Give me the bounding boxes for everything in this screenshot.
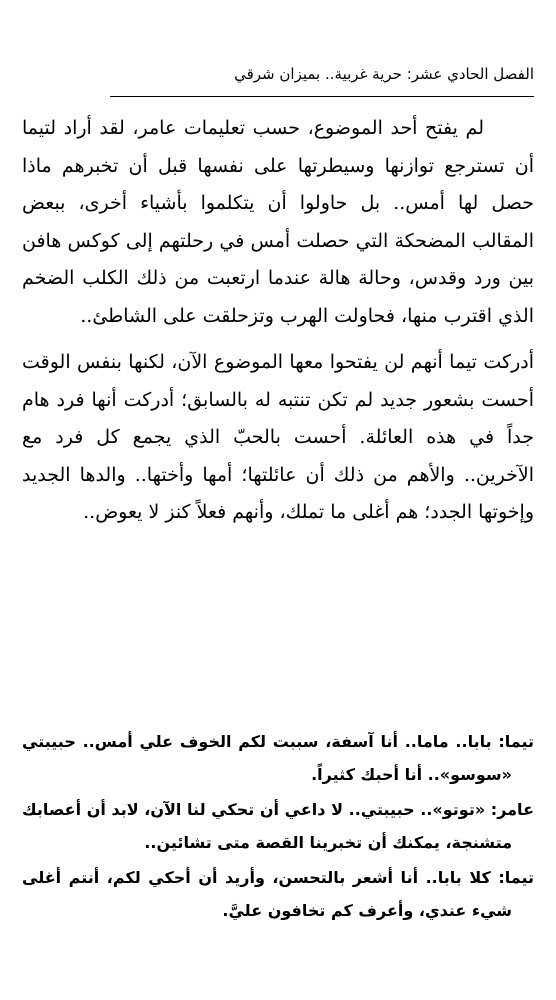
paragraph-1: لم يفتح أحد الموضوع، حسب تعليمات عامر، لقد أراد لتيما أن تسترجع توازنها وسيطرتها على نفسها قبل أن تخبرهم ماذا حصل لها أمس.. بل حاولوا أن يتكلموا بأشياء أخرى، ببعض المقالب المضحكة التي حصلت أمس في رحلتهم إلى كوكس هافن بين ورد وقدس، وحالة هالة عندما ارتعبت من ذلك الكلب الضخم الذي اقترب منها، فحاولت الهرب وتزحلقت على الشاطئ.. — [22, 117, 534, 327]
header-rule — [110, 96, 534, 97]
dialogue-block — [22, 725, 534, 929]
dialogue-line-tima-2: تيما: كلا بابا.. أنا أشعر بالتحسن، وأريد أن أحكي لكم، أنتم أغلى شيء عندي، وأعرف كم تخافون عليَّ. — [22, 868, 534, 920]
dialogue-line-amer: عامر: «توتو».. حبيبتي.. لا داعي أن تحكي لنا الآن، لابد أن أعصابك متشنجة، يمكنك أن تخبرينا القصة متى تشائين.. — [22, 800, 534, 852]
body-text — [22, 110, 534, 541]
dialogue-line-tima-1: تيما: بابا.. ماما.. أنا آسفة، سببت لكم الخوف علي أمس.. حبيبتي «سوسو».. أنا أحبك كثيراً. — [22, 732, 534, 784]
running-header: الفصل الحادي عشر: حرية غربية.. بميزان شرقي — [234, 65, 534, 83]
paragraph-2: أدركت تيما أنهم لن يفتحوا معها الموضوع الآن، لكنها بنفس الوقت أحست بشعور جديد لم تكن تنتبه له بالسابق؛ أدركت أنها فرد هام جداً في هذه العائلة. أحست بالحبّ الذي يجمع كل فرد مع الآخرين.. والأهم من ذلك أن عائلتها؛ أمها وأختها.. والدها الجديد وإخوتها الجدد؛ هم أغلى ما تملك، وأنهم فعلاً كنز لا يعوض.. — [22, 351, 535, 523]
